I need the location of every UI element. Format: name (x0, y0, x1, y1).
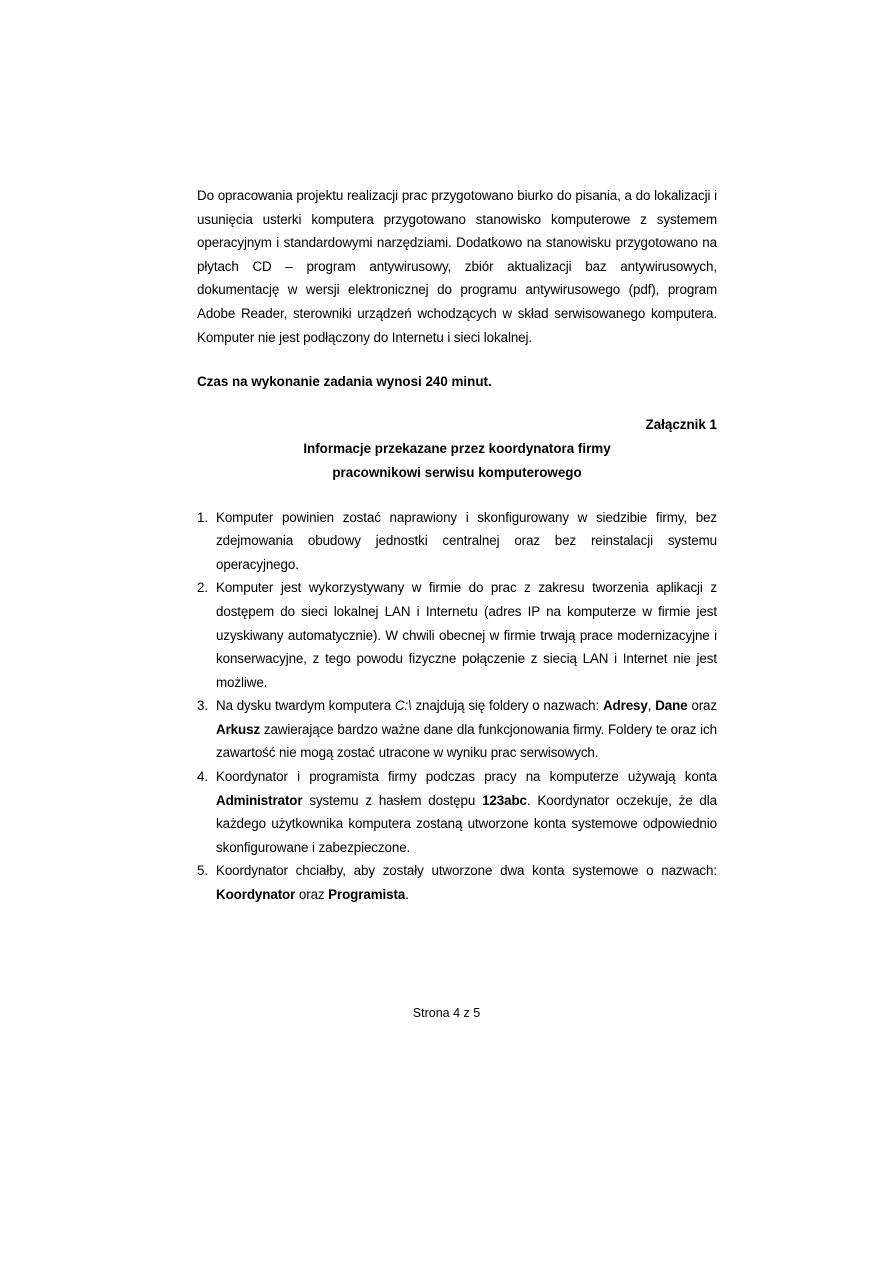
info-list (197, 506, 717, 907)
intro-paragraph: Do opracowania projektu realizacji prac przygotowano biurko do pisania, a do lokalizacji i usunięcia usterki komputera przygotowano stanowisko komputerowe z systemem operacyjnym i standardowymi narzędziami. Dodatkowo na stanowisku przygotowano na płytach CD – program antywirusowy, zbiór aktualizacji baz antywirusowych, dokumentację w wersji elektronicznej do programu antywirusowego (pdf), program Adobe Reader, sterowniki urządzeń wchodzących w skład serwisowanego komputera. Komputer nie jest podłączony do Internetu i sieci lokalnej. (197, 188, 717, 345)
list-item-text: oraz (295, 887, 329, 903)
folder-name-arkusz: Arkusz (216, 721, 261, 737)
list-item-text: systemu z hasłem dostępu (302, 792, 483, 808)
account-name-programista: Programista (328, 887, 406, 903)
time-notice: Czas na wykonanie zadania wynosi 240 minut. (197, 374, 492, 390)
list-item-text: Komputer jest wykorzystywany w firmie do prac z zakresu tworzenia aplikacji z dostępem do sieci lokalnej LAN i Internetu (adres IP na komputerze w firmie jest uzyskiwany automatycznie). W chwili obecnej w firmie trwają prace modernizacyjne i konserwacyjne, z tego powodu fizyczne połączenie z siecią LAN i Internet nie jest możliwe. (216, 580, 717, 690)
list-item-text: znajdują się foldery o nazwach: (411, 698, 603, 714)
list-item-number: 5. (197, 863, 208, 879)
folder-name-adresy: Adresy (602, 698, 648, 714)
list-item (197, 859, 717, 906)
annex-title-line-1: Informacje przekazane przez koordynatora firmy (303, 441, 611, 457)
list-separator: , (647, 698, 656, 714)
list-item-number: 2. (197, 580, 208, 596)
list-item-text: Koordynator chciałby, aby zostały utworzone dwa konta systemowe o nazwach: (216, 863, 717, 879)
list-item-text: zawierające bardzo ważne dane dla funkcjonowania firmy. Foldery te oraz ich zawartość nie mogą zostać utracone w wyniku prac serwisowych. (216, 721, 717, 761)
page-number: Strona 4 z 5 (412, 1006, 481, 1020)
list-item-text: Na dysku twardym komputera (216, 698, 395, 714)
list-item (197, 765, 717, 859)
list-item-text: Komputer powinien zostać naprawiony i skonfigurowany w siedzibie firmy, bez zdejmowania obudowy jednostki centralnej oraz bez reinstalacji systemu operacyjnego. (216, 509, 717, 572)
list-item-text: . (405, 887, 409, 903)
list-item (197, 694, 717, 765)
list-item-text: Koordynator i programista firmy podczas pracy na komputerze używają konta (216, 769, 717, 785)
drive-path: C:\ (394, 698, 412, 714)
password-value: 123abc (482, 792, 527, 808)
list-item-number: 3. (197, 698, 208, 714)
annex-label: Załącznik 1 (645, 416, 717, 432)
folder-name-dane: Dane (655, 698, 688, 714)
list-item (197, 506, 717, 577)
list-item-text: oraz (687, 698, 717, 714)
annex-title (197, 437, 717, 484)
list-item (197, 576, 717, 694)
document-page (197, 184, 717, 907)
list-item-number: 4. (197, 769, 208, 785)
account-name-administrator: Administrator (216, 792, 303, 808)
account-name-koordynator: Koordynator (216, 887, 296, 903)
annex-title-line-2: pracownikowi serwisu komputerowego (332, 464, 582, 480)
list-item-text: . Koordynator oczekuje, że dla każdego użytkownika komputera zostaną utworzone konta systemowe odpowiednio skonfigurowane i zabezpieczone. (216, 792, 717, 855)
list-item-number: 1. (197, 509, 208, 525)
